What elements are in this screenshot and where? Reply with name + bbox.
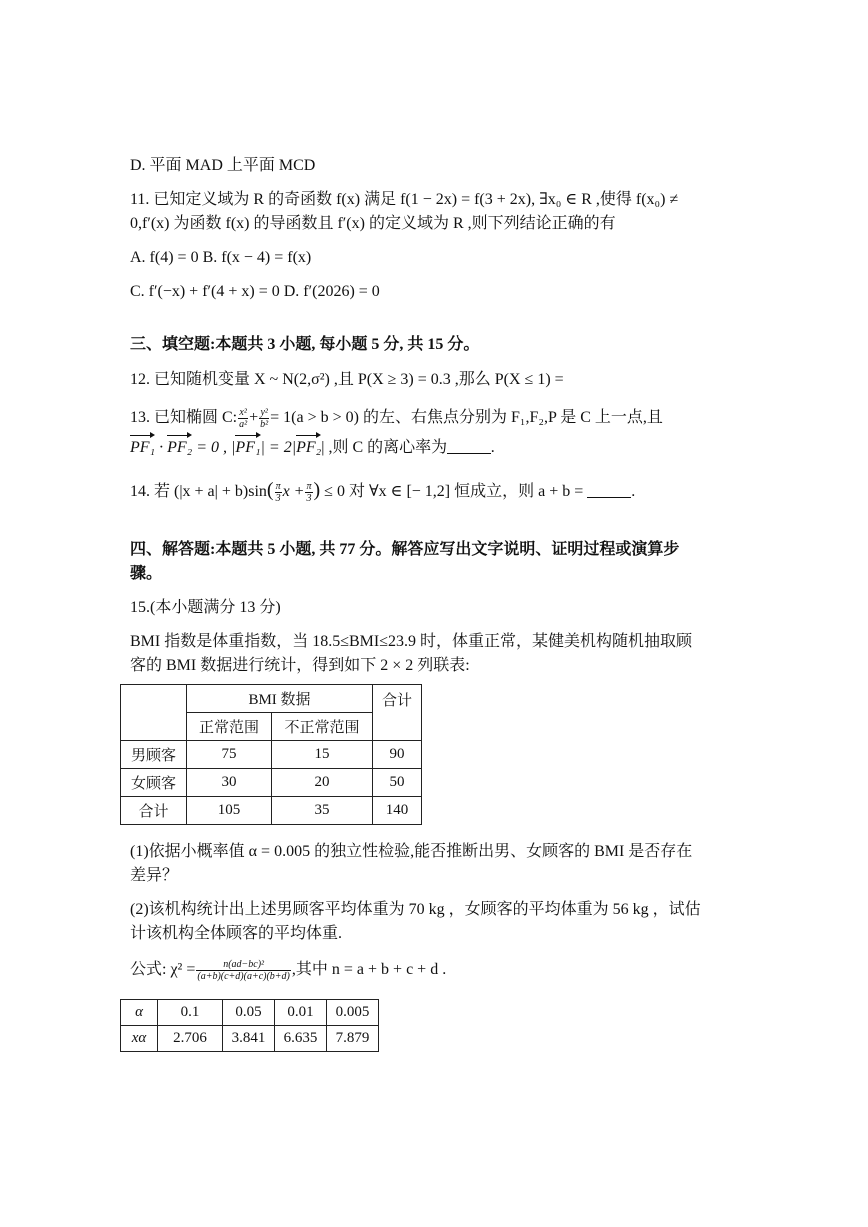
q12-text: 12. 已知随机变量 X ~ N(2,σ²) ,且 P(X ≥ 3) = 0.3 ,那么 P(X ≤ 1) =	[130, 371, 564, 388]
sub-header-abnormal: 不正常范围	[272, 713, 373, 741]
table-cell: 7.879	[327, 1026, 379, 1052]
table-cell: 90	[373, 741, 422, 769]
table-corner	[121, 685, 187, 741]
alpha-label: α	[121, 1000, 158, 1026]
q11-stem-line2: 0,f′(x) 为函数 f(x) 的导函数且 f′(x) 的定义域为 R ,则下列结论正确的有	[130, 215, 616, 232]
table-cell: 2.706	[158, 1026, 223, 1052]
section4-heading-line1: 四、解答题:本题共 5 小题, 共 77 分。解答应写出文字说明、证明过程或演算步	[130, 541, 680, 558]
table-cell: 0.05	[223, 1000, 275, 1026]
pi-over-3-fraction: $\frac{\pi}{3}$	[275, 480, 281, 504]
answer-blank	[587, 481, 631, 498]
q15-intro-line1: BMI 指数是体重指数，当 18.5≤BMI≤23.9 时，体重正常，某健美机构随机抽取顾	[130, 633, 693, 650]
q15-title: 15.(本小题满分 13 分)	[130, 599, 281, 616]
contingency-table	[120, 684, 422, 825]
vector-pf1-magnitude: PF₁	[235, 436, 260, 460]
q11-options-ab: A. f(4) = 0 B. f(x − 4) = f(x)	[130, 249, 312, 266]
table-cell: 30	[187, 769, 272, 797]
q15-part1-line1: (1)依据小概率值 α = 0.005 的独立性检验,能否推断出男、女顾客的 BMI 是否存在	[130, 843, 693, 860]
vector-pf2-magnitude: PF₂	[296, 436, 321, 460]
table-row	[121, 797, 422, 825]
vector-pf1: PF₁	[130, 436, 155, 460]
table-cell: 35	[272, 797, 373, 825]
answer-blank	[447, 437, 491, 454]
row-label: 男顾客	[121, 741, 187, 769]
table-cell: 0.005	[327, 1000, 379, 1026]
table-cell: 0.01	[275, 1000, 327, 1026]
q15-part2-line1: (2)该机构统计出上述男顾客平均体重为 70 kg ，女顾客的平均体重为 56 kg ，试估	[130, 901, 701, 918]
q11-options-cd: C. f′(−x) + f′(4 + x) = 0 D. f′(2026) = 0	[130, 283, 380, 300]
pi-over-3-fraction: $\frac{\pi}{3}$	[306, 480, 312, 504]
table-cell: 50	[373, 769, 422, 797]
vector-pf2: PF₂	[167, 436, 192, 460]
q13-line2: PF₁ · PF₂ = 0 , |PF₁| = 2|PF₂| ,则 C 的离心率为 .	[130, 436, 495, 460]
x-fraction: $\frac{\text{x²}}{\text{a²}}$	[239, 406, 248, 430]
q14-text: 14. 若 (|x + a| + b)sin( $\frac{\pi}{3}$ x + $\frac{\pi}{3}$ ) ≤ 0 对 ∀x ∈ [− 1,2] 恒成立，则 a + b = .	[130, 479, 636, 504]
row-label: 女顾客	[121, 769, 187, 797]
table-row	[121, 769, 422, 797]
table-cell: 3.841	[223, 1026, 275, 1052]
y-fraction: $\frac{\text{y²}}{\text{b²}}$	[260, 406, 269, 430]
q15-intro-line2: 客的 BMI 数据进行统计，得到如下 2 × 2 列联表:	[130, 657, 470, 674]
table-cell: 15	[272, 741, 373, 769]
x-alpha-label: xα	[121, 1026, 158, 1052]
section3-heading: 三、填空题:本题共 3 小题, 每小题 5 分, 共 15 分。	[130, 336, 480, 353]
q15-formula: 公式: χ² = $\frac{\text{n(ad−bc)²}}{(a+b)(c+d)(a+c)(b+d)}$ ,其中 n = a + b + c + d .	[130, 958, 447, 982]
table-cell: 0.1	[158, 1000, 223, 1026]
table-cell: 140	[373, 797, 422, 825]
critical-value-table	[120, 999, 379, 1052]
q11-stem-line1: 11. 已知定义域为 R 的奇函数 f(x) 满足 f(1 − 2x) = f(3 + 2x), ∃x₀ ∈ R ,使得 f(x₀) ≠	[130, 191, 679, 208]
group-header: BMI 数据	[187, 685, 373, 713]
chi-square-fraction: $\frac{\text{n(ad−bc)²}}{(a+b)(c+d)(a+c)(b+d)}$	[197, 958, 290, 982]
q15-part2-line2: 计该机构全体顾客的平均体重.	[130, 925, 343, 942]
q15-part1-line2: 差异？	[130, 867, 179, 884]
section4-heading-line2: 骤。	[130, 565, 163, 582]
table-cell: 75	[187, 741, 272, 769]
table-cell: 6.635	[275, 1026, 327, 1052]
sub-header-normal: 正常范围	[187, 713, 272, 741]
q10-option-d: D. 平面 MAD 上平面 MCD	[130, 157, 316, 174]
table-cell: 20	[272, 769, 373, 797]
table-row	[121, 741, 422, 769]
row-label: 合计	[121, 797, 187, 825]
total-header: 合计	[373, 685, 422, 741]
q13-line1: 13. 已知椭圆 C: $\frac{\text{x²}}{\text{a²}}$ + $\frac{\text{y²}}{\text{b²}}$ = 1(a > b > 0) 的左、右焦点分别为 F₁,F₂,P 是 C 上一点,且	[130, 406, 663, 430]
table-cell: 105	[187, 797, 272, 825]
